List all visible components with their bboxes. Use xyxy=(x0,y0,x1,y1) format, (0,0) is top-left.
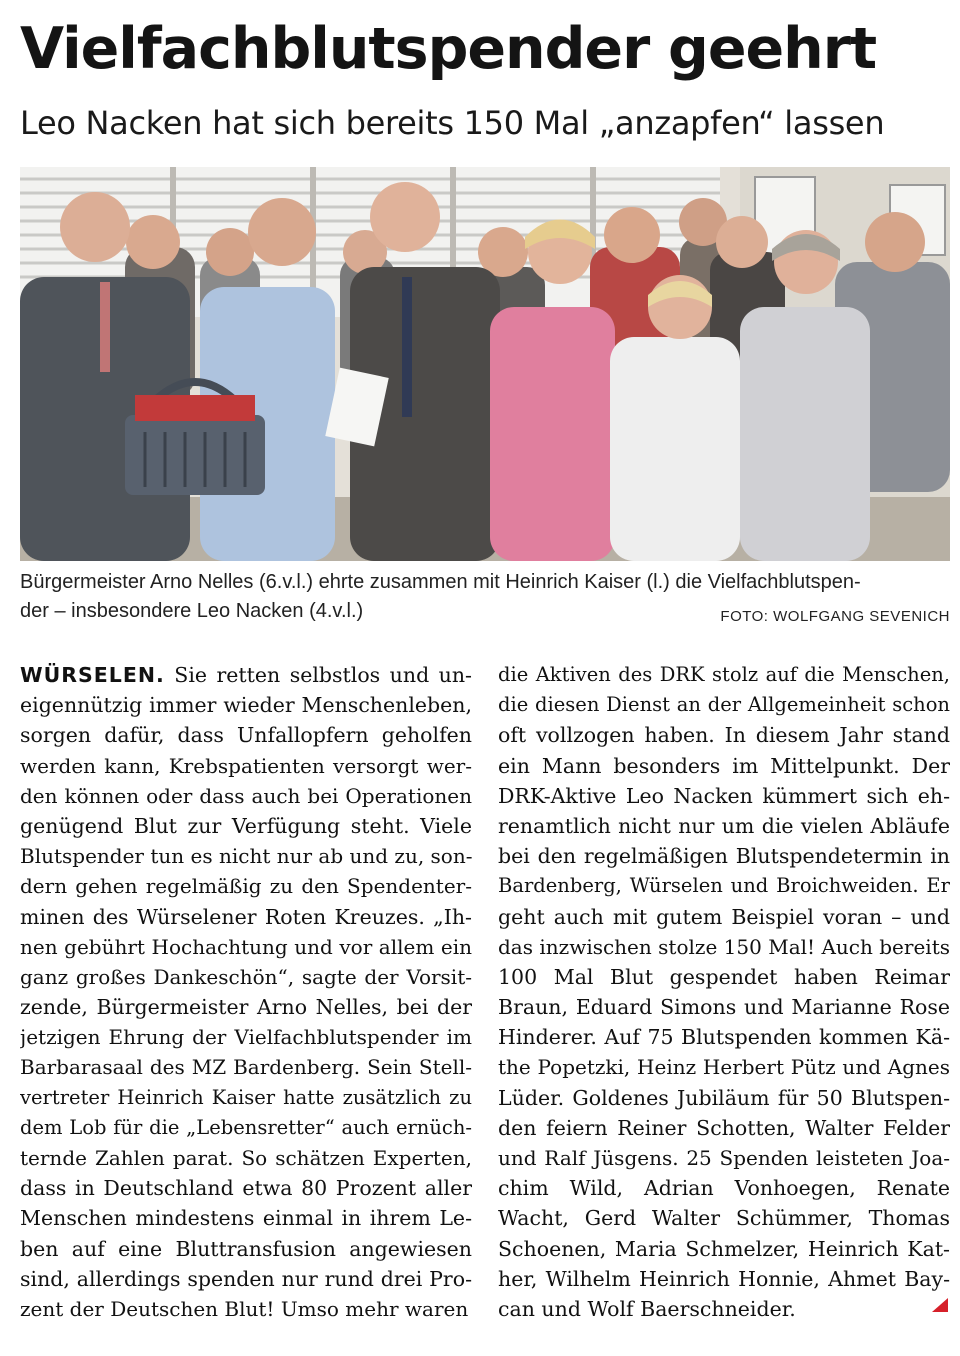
article-text-line: den können oder dass auch bei Operationen xyxy=(20,783,472,808)
article-text-line: ganz großes Dankeschön“, sagte der Vorsit- xyxy=(20,964,472,989)
article-text-line: geht auch mit gutem Beispiel voran – und xyxy=(498,904,950,929)
article-text-line: the Popetzki, Heinz Herbert Pütz und Agnes xyxy=(498,1055,950,1080)
article-text-line xyxy=(20,660,472,690)
article-text-line: zent der Deutschen Blut! Umso mehr waren xyxy=(20,1296,469,1321)
article-text-line: den feiern Reiner Schotten, Walter Felder xyxy=(498,1115,950,1140)
article-column-left xyxy=(20,660,472,1324)
article-text-line: Wacht, Gerd Walter Schümmer, Thomas xyxy=(498,1206,950,1231)
article-text-line: werden kann, Krebspatienten versorgt wer- xyxy=(20,753,472,778)
article-text-line: zende, Bürgermeister Arno Nelles, bei der xyxy=(20,995,472,1020)
photo-credit: FOTO: WOLFGANG SEVENICH xyxy=(720,608,950,625)
article-text-line: dern gehen regelmäßig zu den Spendenter- xyxy=(20,874,472,899)
article-text-line: nen gebührt Hochachtung und vor allem ein xyxy=(20,934,472,959)
article-text-line: ben auf eine Bluttransfusion angewiesen xyxy=(20,1236,472,1261)
article-text-line: genügend Blut zur Verfügung steht. Viele xyxy=(20,813,472,838)
photo-caption xyxy=(20,568,950,626)
article-text-fragment: Sie retten selbstlos und un- xyxy=(164,663,472,687)
article-text-line: ternde Zahlen parat. So schätzen Experten, xyxy=(20,1146,472,1170)
caption-line-2: der – insbesondere Leo Nacken (4.v.l.) xyxy=(20,600,364,622)
article-text-line: und Ralf Jüsgens. 25 Spenden leisteten Joa- xyxy=(498,1146,950,1170)
end-of-article-marker xyxy=(932,1298,948,1312)
article-text-line: chim Wild, Adrian Vonhoegen, Renate xyxy=(498,1176,950,1201)
article-subheadline: Leo Nacken hat sich bereits 150 Mal „anzapfen“ lassen xyxy=(20,104,885,142)
article-text-line: Lüder. Goldenes Jubiläum für 50 Blutspen- xyxy=(498,1085,950,1110)
article-text-line: dass in Deutschland etwa 80 Prozent aller xyxy=(20,1176,472,1201)
article-text-line: Bardenberg, Würselen und Broichweiden. Er xyxy=(498,874,950,898)
article-text-line: jetzigen Ehrung der Vielfachblutspender im xyxy=(20,1025,472,1050)
article-text-line: ein Mann besonders im Mittelpunkt. Der xyxy=(498,753,950,778)
article-text-line: oft vollzogen haben. In diesem Jahr stand xyxy=(498,723,950,748)
caption-line-1: Bürgermeister Arno Nelles (6.v.l.) ehrte zusammen mit Heinrich Kaiser (l.) die Vielfachblutspen- xyxy=(20,571,861,593)
article-text-line: Menschen mindestens einmal in ihrem Le- xyxy=(20,1206,472,1231)
article-text-line: dem Lob für die „Lebensretter“ auch ernüch- xyxy=(20,1115,472,1139)
article-text-line: minen des Würselener Roten Kreuzes. „Ih- xyxy=(20,904,472,929)
article-text-line: die Aktiven des DRK stolz auf die Menschen, xyxy=(498,663,950,686)
article-column-right xyxy=(498,660,950,1324)
article-text-line: das inzwischen stolze 150 Mal! Auch bereits xyxy=(498,934,950,959)
article-text-line: Blutspender tun es nicht nur ab und zu, son- xyxy=(20,844,472,869)
group-photo xyxy=(20,167,950,561)
article-text-line: can und Wolf Baerschneider. xyxy=(498,1296,796,1321)
article-headline: Vielfachblutspender geehrt xyxy=(20,16,877,82)
article-text-line: 100 Mal Blut gespendet haben Reimar xyxy=(498,964,950,989)
article-text-line: Schoenen, Maria Schmelzer, Heinrich Kat- xyxy=(498,1236,950,1261)
article-dateline: WÜRSELEN. xyxy=(20,663,165,687)
article-text-line: Hinderer. Auf 75 Blutspenden kommen Kä- xyxy=(498,1025,950,1050)
article-text-line: vertreter Heinrich Kaiser hatte zusätzlich zu xyxy=(20,1085,472,1109)
article-text-line: die diesen Dienst an der Allgemeinheit schon xyxy=(498,693,950,717)
article-text-line: Barbarasaal des MZ Bardenberg. Sein Stell- xyxy=(20,1055,472,1080)
article-text-line: bei den regelmäßigen Blutspendetermin in xyxy=(498,844,950,869)
article-text-line: sorgen dafür, dass Unfallopfern geholfen xyxy=(20,723,472,748)
article-text-line: DRK-Aktive Leo Nacken kümmert sich eh- xyxy=(498,783,950,808)
article-text-line: her, Wilhelm Heinrich Honnie, Ahmet Bay- xyxy=(498,1266,950,1291)
article-text-line: sind, allerdings spenden nur rund drei Pro- xyxy=(20,1266,472,1291)
article-text-line: renamtlich nicht nur um die vielen Abläufe xyxy=(498,813,950,838)
article-text-line: eigennützig immer wieder Menschenleben, xyxy=(20,693,472,718)
article-text-line: Braun, Eduard Simons und Marianne Rose xyxy=(498,995,950,1020)
